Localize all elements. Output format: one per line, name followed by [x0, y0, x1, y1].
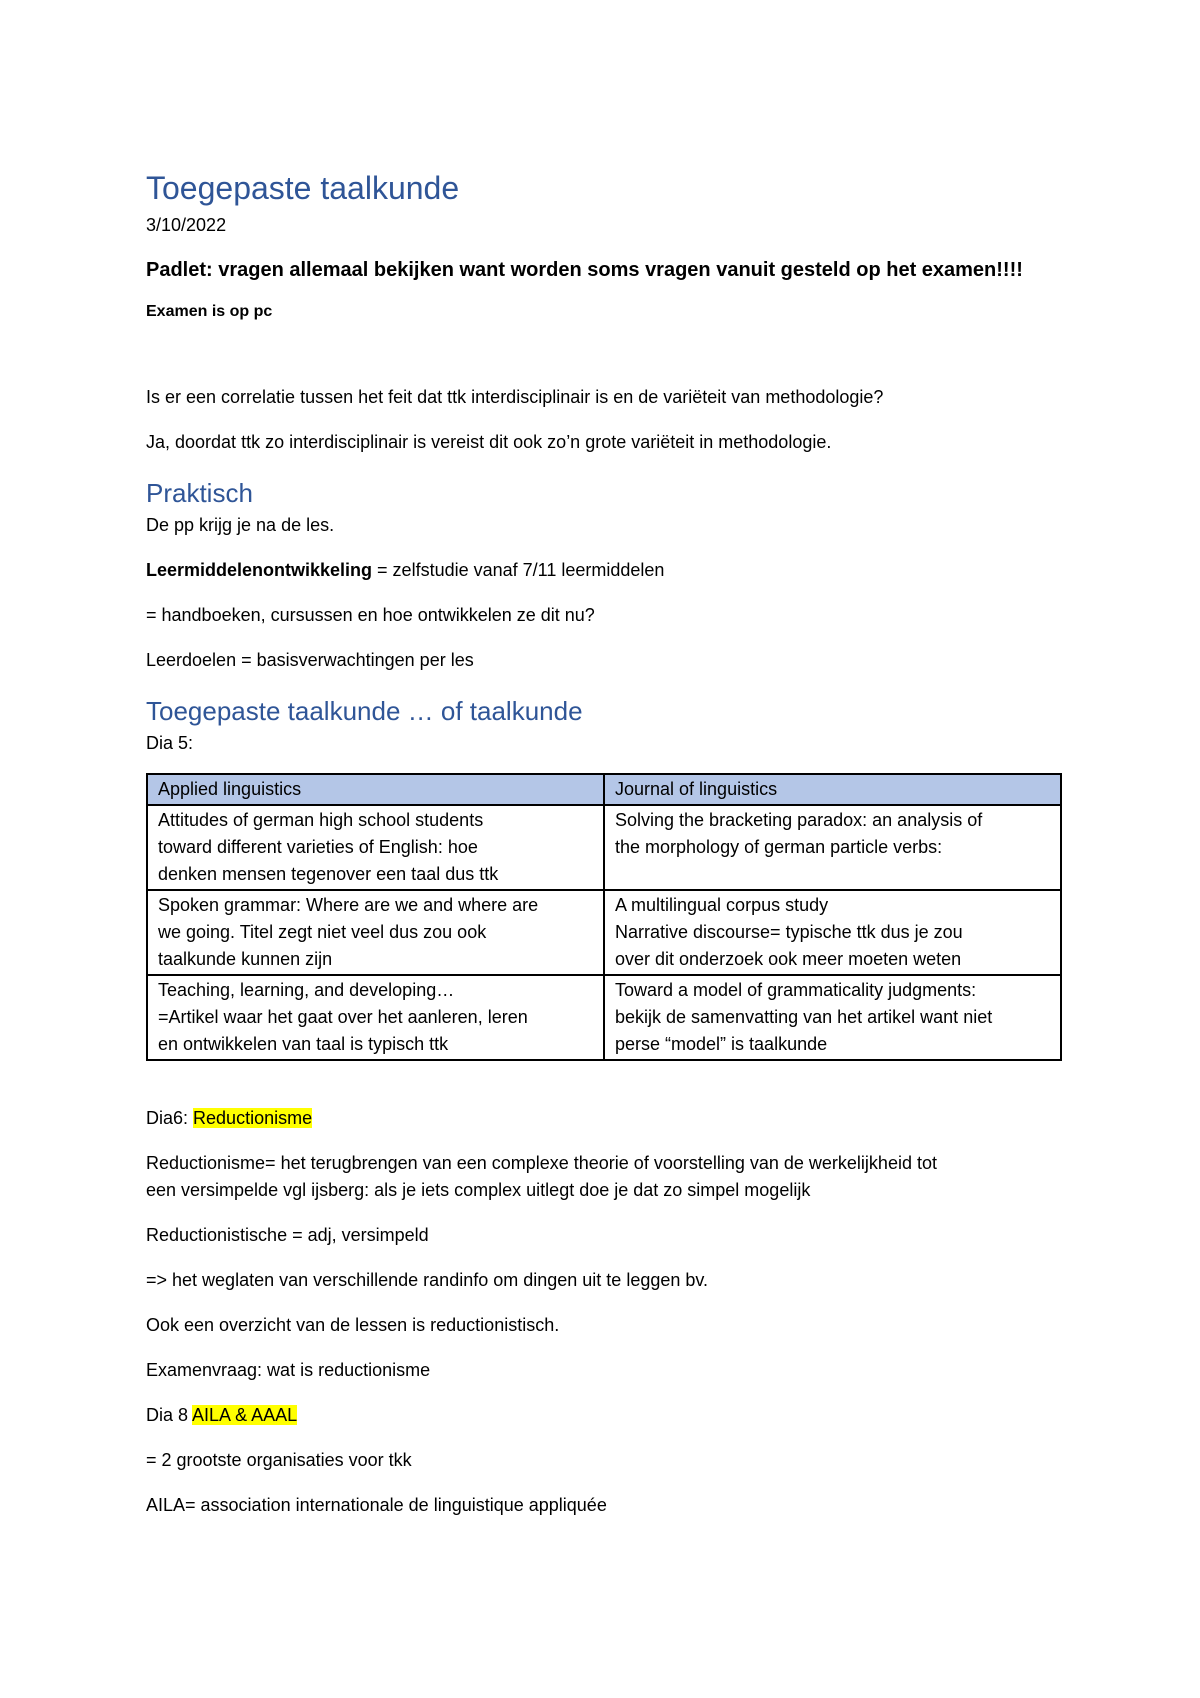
cell-line: en ontwikkelen van taal is typisch ttk [158, 1034, 449, 1054]
document-date: 3/10/2022 [146, 215, 227, 235]
praktisch-pp: De pp krijg je na de les. [146, 515, 335, 535]
aila-aaal-highlight: AILA & AAAL [192, 1405, 298, 1425]
leermiddelen-definition: = zelfstudie vanaf 7/11 leermiddelen [372, 560, 665, 580]
dia8-line [146, 1402, 1056, 1429]
cell-line: Narrative discourse= typische ttk dus je zou [615, 922, 963, 942]
definition-line: een versimpelde vgl ijsberg: als je iets complex uitlegt doe je dat zo simpel mogelijk [146, 1180, 811, 1200]
dia6-label: Dia6: [146, 1108, 194, 1128]
leermiddelen-term: Leermiddelenontwikkeling [146, 560, 373, 580]
praktisch-handboeken: = handboeken, cursussen en hoe ontwikkelen ze dit nu? [146, 605, 595, 625]
weglaten-note: => het weglaten van verschillende randinfo om dingen uit te leggen bv. [146, 1270, 709, 1290]
table-row [147, 890, 1061, 975]
table-row [147, 975, 1061, 1060]
reductionisme-definition [146, 1150, 1056, 1204]
praktisch-leermiddelen [146, 557, 1056, 584]
dia5-label: Dia 5: [146, 733, 194, 753]
table-cell [147, 975, 604, 1060]
document-content [146, 168, 1056, 1519]
definition-line: Reductionisme= het terugbrengen van een complexe theorie of voorstelling van de werkelijkheid tot [146, 1153, 937, 1173]
dia8-label: Dia 8 [146, 1405, 193, 1425]
cell-line: Toward a model of grammaticality judgments: [615, 980, 977, 1000]
cell-line: taalkunde kunnen zijn [158, 949, 333, 969]
cell-line: Attitudes of german high school students [158, 810, 484, 830]
table-row [147, 805, 1061, 890]
reductionisme-highlight: Reductionisme [193, 1108, 313, 1128]
correlation-answer: Ja, doordat ttk zo interdisciplinair is vereist dit ook zo’n grote variëteit in methodologie. [146, 432, 832, 452]
comparison-table [146, 773, 1062, 1061]
table-cell [604, 890, 1061, 975]
cell-line: over dit onderzoek ook meer moeten weten [615, 949, 962, 969]
table-header-journal: Journal of linguistics [604, 774, 1061, 805]
correlation-question: Is er een correlatie tussen het feit dat ttk interdisciplinair is en de variëteit van methodologie? [146, 387, 884, 407]
cell-line: perse “model” is taalkunde [615, 1034, 828, 1054]
cell-line: bekijk de samenvatting van het artikel want niet [615, 1007, 993, 1027]
exam-note: Examen is op pc [146, 303, 273, 320]
table-header-applied: Applied linguistics [147, 774, 604, 805]
praktisch-leerdoelen: Leerdoelen = basisverwachtingen per les [146, 650, 474, 670]
cell-line: denken mensen tegenover een taal dus ttk [158, 864, 499, 884]
table-cell [147, 805, 604, 890]
table-header-row [147, 774, 1061, 805]
cell-line: the morphology of german particle verbs: [615, 837, 943, 857]
reductionistische-adj: Reductionistische = adj, versimpeld [146, 1225, 429, 1245]
padlet-note: Padlet: vragen allemaal bekijken want worden soms vragen vanuit gesteld op het examen!!!! [146, 259, 1023, 281]
heading-toegepaste-of-taalkunde: Toegepaste taalkunde … of taalkunde [146, 696, 583, 726]
document-title: Toegepaste taalkunde [146, 170, 460, 206]
cell-line: toward different varieties of English: hoe [158, 837, 478, 857]
grootste-organisaties: = 2 grootste organisaties voor tkk [146, 1450, 412, 1470]
cell-line: Teaching, learning, and developing… [158, 980, 455, 1000]
aila-definition: AILA= association internationale de linguistique appliquée [146, 1495, 607, 1515]
overzicht-note: Ook een overzicht van de lessen is reductionistisch. [146, 1315, 560, 1335]
table-cell [147, 890, 604, 975]
cell-line: Solving the bracketing paradox: an analysis of [615, 810, 983, 830]
table-cell [604, 975, 1061, 1060]
heading-praktisch: Praktisch [146, 478, 253, 508]
cell-line: we going. Titel zegt niet veel dus zou ook [158, 922, 487, 942]
cell-line: Spoken grammar: Where are we and where are [158, 895, 539, 915]
cell-line: A multilingual corpus study [615, 895, 829, 915]
examenvraag-note: Examenvraag: wat is reductionisme [146, 1360, 431, 1380]
table-cell [604, 805, 1061, 890]
dia6-line [146, 1105, 1056, 1132]
cell-line: =Artikel waar het gaat over het aanleren, leren [158, 1007, 528, 1027]
